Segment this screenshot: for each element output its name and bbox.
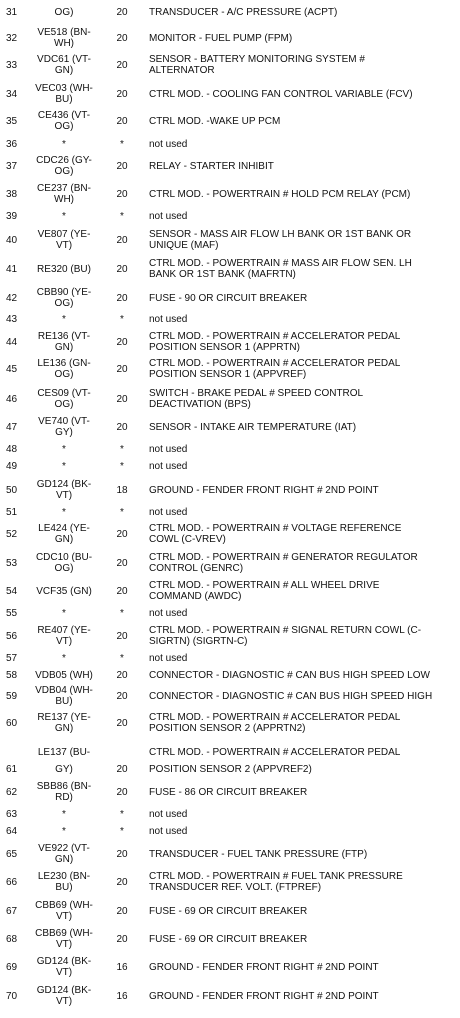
- circuit-code: CES09 (VT- OG): [37, 388, 91, 410]
- circuit-description: FUSE - 86 OR CIRCUIT BREAKER: [149, 786, 308, 798]
- circuit-code: LE424 (YE- GN): [38, 523, 90, 545]
- pin-number: 66: [6, 876, 18, 888]
- circuit-description: TRANSDUCER - FUEL TANK PRESSURE (FTP): [149, 848, 368, 860]
- wire-gauge: 20: [116, 557, 128, 569]
- wire-gauge: 20: [116, 234, 128, 246]
- pin-number: 38: [6, 188, 18, 200]
- circuit-code: *: [62, 808, 66, 820]
- circuit-code: *: [62, 506, 66, 518]
- pin-number: 33: [6, 59, 18, 71]
- circuit-description: SENSOR - INTAKE AIR TEMPERATURE (IAT): [149, 421, 357, 433]
- pin-number: 43: [6, 313, 18, 325]
- circuit-code: CDC10 (BU- OG): [35, 552, 93, 574]
- pin-number: 62: [6, 786, 18, 798]
- wire-gauge: 20: [116, 630, 128, 642]
- wire-gauge: 20: [116, 786, 128, 798]
- pin-number: 56: [6, 630, 18, 642]
- pin-number: 68: [6, 933, 18, 945]
- circuit-code: *: [62, 138, 66, 150]
- pin-number: 31: [6, 6, 18, 18]
- pin-number: 57: [6, 652, 18, 664]
- circuit-description: SENSOR - BATTERY MONITORING SYSTEM # ALTERNATOR: [149, 54, 365, 76]
- circuit-description: not used: [149, 825, 188, 837]
- pin-number: 52: [6, 528, 18, 540]
- wire-gauge: 20: [116, 363, 128, 375]
- circuit-description: RELAY - STARTER INHIBIT: [149, 160, 274, 172]
- circuit-description: CTRL MOD. - POWERTRAIN # ALL WHEEL DRIVE COMMAND (AWDC): [149, 580, 380, 602]
- wire-gauge: *: [120, 825, 124, 837]
- circuit-code: VCF35 (GN): [36, 585, 92, 597]
- pin-number: 51: [6, 506, 18, 518]
- pin-number: 45: [6, 363, 18, 375]
- circuit-code: RE136 (VT- GN): [37, 331, 91, 353]
- pin-number: 49: [6, 460, 18, 472]
- wire-gauge: *: [120, 210, 124, 222]
- pin-number: 50: [6, 484, 18, 496]
- pin-number: 41: [6, 263, 18, 275]
- wire-gauge: 16: [116, 990, 128, 1002]
- pin-number: 61: [6, 763, 18, 775]
- circuit-code: CBB90 (YE- OG): [36, 287, 92, 309]
- pin-number: 67: [6, 905, 18, 917]
- pin-number: 54: [6, 585, 18, 597]
- wire-gauge: 20: [116, 115, 128, 127]
- circuit-description: CONNECTOR - DIAGNOSTIC # CAN BUS HIGH SPEED LOW: [149, 669, 430, 681]
- pin-number: 55: [6, 607, 18, 619]
- circuit-description: CTRL MOD. - POWERTRAIN # ACCELERATOR PEDAL POSITION SENSOR 1 (APPVREF): [149, 358, 401, 380]
- circuit-code: GY): [55, 763, 73, 775]
- circuit-description: not used: [149, 210, 188, 222]
- circuit-description: not used: [149, 443, 188, 455]
- circuit-description: CTRL MOD. - COOLING FAN CONTROL VARIABLE (FCV): [149, 88, 413, 100]
- wire-gauge: *: [120, 138, 124, 150]
- wire-gauge: 20: [116, 336, 128, 348]
- circuit-description: not used: [149, 313, 188, 325]
- wire-gauge: 20: [116, 690, 128, 702]
- circuit-description: CTRL MOD. - POWERTRAIN # FUEL TANK PRESSURE TRANSDUCER REF. VOLT. (FTPREF): [149, 871, 403, 893]
- pin-number: 48: [6, 443, 18, 455]
- circuit-code: VE740 (VT- GY): [38, 416, 90, 438]
- pin-number: 70: [6, 990, 18, 1002]
- circuit-code: *: [62, 210, 66, 222]
- circuit-code: *: [62, 607, 66, 619]
- circuit-description: CTRL MOD. -WAKE UP PCM: [149, 115, 281, 127]
- pin-number: 37: [6, 160, 18, 172]
- wire-gauge: 20: [116, 585, 128, 597]
- circuit-description: not used: [149, 652, 188, 664]
- pin-number: 36: [6, 138, 18, 150]
- wire-gauge: *: [120, 313, 124, 325]
- circuit-code: GD124 (BK- VT): [36, 956, 92, 978]
- pin-number: 42: [6, 292, 18, 304]
- pin-number: 34: [6, 88, 18, 100]
- circuit-description: not used: [149, 460, 188, 472]
- circuit-code: *: [62, 460, 66, 472]
- circuit-code: CDC26 (GY- OG): [36, 155, 92, 177]
- circuit-code: VE922 (VT- GN): [38, 843, 90, 865]
- wire-gauge: *: [120, 506, 124, 518]
- pin-number: 64: [6, 825, 18, 837]
- circuit-code: RE407 (YE- VT): [37, 625, 91, 647]
- circuit-description: CTRL MOD. - POWERTRAIN # ACCELERATOR PEDAL POSITION SENSOR 1 (APPRTN): [149, 331, 401, 353]
- circuit-code: VE807 (YE- VT): [37, 229, 91, 251]
- circuit-description: not used: [149, 607, 188, 619]
- circuit-code: VDC61 (VT- GN): [37, 54, 91, 76]
- circuit-code: LE137 (BU-: [37, 746, 91, 758]
- circuit-description: FUSE - 69 OR CIRCUIT BREAKER: [149, 905, 308, 917]
- wire-gauge: 20: [116, 717, 128, 729]
- wire-gauge: 20: [116, 59, 128, 71]
- circuit-code: LE230 (BN- BU): [37, 871, 91, 893]
- wire-gauge: 20: [116, 160, 128, 172]
- circuit-code: *: [62, 313, 66, 325]
- wire-gauge: *: [120, 808, 124, 820]
- wire-gauge: 20: [116, 32, 128, 44]
- wire-gauge: 20: [116, 263, 128, 275]
- pin-number: 65: [6, 848, 18, 860]
- circuit-description: TRANSDUCER - A/C PRESSURE (ACPT): [149, 6, 338, 18]
- wire-gauge: 20: [116, 933, 128, 945]
- wire-gauge: 18: [116, 484, 128, 496]
- wire-gauge: 20: [116, 905, 128, 917]
- circuit-code: CE436 (VT- OG): [37, 110, 91, 132]
- wire-gauge: 20: [116, 292, 128, 304]
- wire-gauge: 16: [116, 961, 128, 973]
- circuit-description: CTRL MOD. - POWERTRAIN # GENERATOR REGULATOR CONTROL (GENRC): [149, 552, 418, 574]
- wire-gauge: *: [120, 652, 124, 664]
- circuit-description: not used: [149, 808, 188, 820]
- circuit-code: LE136 (GN- OG): [37, 358, 91, 380]
- circuit-description: CTRL MOD. - POWERTRAIN # VOLTAGE REFERENCE COWL (C-VREV): [149, 523, 402, 545]
- circuit-code: CBB69 (WH- VT): [35, 928, 93, 950]
- circuit-code: CBB69 (WH- VT): [35, 900, 93, 922]
- circuit-code: *: [62, 825, 66, 837]
- wire-gauge: 20: [116, 763, 128, 775]
- pin-number: 47: [6, 421, 18, 433]
- wire-gauge: *: [120, 607, 124, 619]
- circuit-code: RE320 (BU): [37, 263, 91, 275]
- circuit-code: GD124 (BK- VT): [36, 479, 92, 501]
- circuit-code: *: [62, 443, 66, 455]
- circuit-description: FUSE - 90 OR CIRCUIT BREAKER: [149, 292, 308, 304]
- circuit-description: SWITCH - BRAKE PEDAL # SPEED CONTROL DEACTIVATION (BPS): [149, 388, 364, 410]
- circuit-code: VEC03 (WH- BU): [35, 83, 93, 105]
- wire-gauge: 20: [116, 528, 128, 540]
- pin-number: 46: [6, 393, 18, 405]
- wire-gauge: 20: [116, 188, 128, 200]
- pin-number: 32: [6, 32, 18, 44]
- circuit-description: SENSOR - MASS AIR FLOW LH BANK OR 1ST BANK OR UNIQUE (MAF): [149, 229, 412, 251]
- circuit-description: CONNECTOR - DIAGNOSTIC # CAN BUS HIGH SPEED HIGH: [149, 690, 433, 702]
- wire-gauge: *: [120, 443, 124, 455]
- circuit-description: POSITION SENSOR 2 (APPVREF2): [149, 763, 312, 775]
- circuit-code: CE237 (BN- WH): [37, 183, 91, 205]
- circuit-description: not used: [149, 506, 188, 518]
- circuit-code: SBB86 (BN- RD): [36, 781, 92, 803]
- circuit-description: FUSE - 69 OR CIRCUIT BREAKER: [149, 933, 308, 945]
- circuit-description: not used: [149, 138, 188, 150]
- pin-number: 39: [6, 210, 18, 222]
- circuit-description: CTRL MOD. - POWERTRAIN # MASS AIR FLOW SEN. LH BANK OR 1ST BANK (MAFRTN): [149, 258, 412, 280]
- pin-number: 69: [6, 961, 18, 973]
- wire-gauge: 20: [116, 669, 128, 681]
- circuit-code: VDB05 (WH): [35, 669, 93, 681]
- pin-number: 40: [6, 234, 18, 246]
- circuit-code: RE137 (YE- GN): [37, 712, 91, 734]
- pin-number: 44: [6, 336, 18, 348]
- pin-number: 59: [6, 690, 18, 702]
- circuit-description: CTRL MOD. - POWERTRAIN # SIGNAL RETURN COWL (C- SIGRTN) (SIGRTN-C): [149, 625, 422, 647]
- wire-gauge: 20: [116, 393, 128, 405]
- circuit-description: GROUND - FENDER FRONT RIGHT # 2ND POINT: [149, 484, 379, 496]
- pin-number: 58: [6, 669, 18, 681]
- wire-gauge: 20: [116, 876, 128, 888]
- wire-gauge: 20: [116, 848, 128, 860]
- wire-gauge: 20: [116, 88, 128, 100]
- pin-number: 60: [6, 717, 18, 729]
- circuit-code: *: [62, 652, 66, 664]
- circuit-code: OG): [54, 6, 74, 18]
- pin-number: 63: [6, 808, 18, 820]
- circuit-description: CTRL MOD. - POWERTRAIN # ACCELERATOR PEDAL: [149, 746, 401, 758]
- pin-number: 35: [6, 115, 18, 127]
- wire-gauge: *: [120, 460, 124, 472]
- circuit-code: GD124 (BK- VT): [36, 985, 92, 1007]
- wire-gauge: 20: [116, 6, 128, 18]
- circuit-code: VE518 (BN- WH): [37, 27, 91, 49]
- wire-gauge: 20: [116, 421, 128, 433]
- circuit-description: MONITOR - FUEL PUMP (FPM): [149, 32, 293, 44]
- circuit-description: CTRL MOD. - POWERTRAIN # ACCELERATOR PEDAL POSITION SENSOR 2 (APPRTN2): [149, 712, 401, 734]
- pin-number: 53: [6, 557, 18, 569]
- circuit-code: VDB04 (WH- BU): [35, 685, 93, 707]
- circuit-description: CTRL MOD. - POWERTRAIN # HOLD PCM RELAY (PCM): [149, 188, 411, 200]
- circuit-description: GROUND - FENDER FRONT RIGHT # 2ND POINT: [149, 990, 379, 1002]
- circuit-description: GROUND - FENDER FRONT RIGHT # 2ND POINT: [149, 961, 379, 973]
